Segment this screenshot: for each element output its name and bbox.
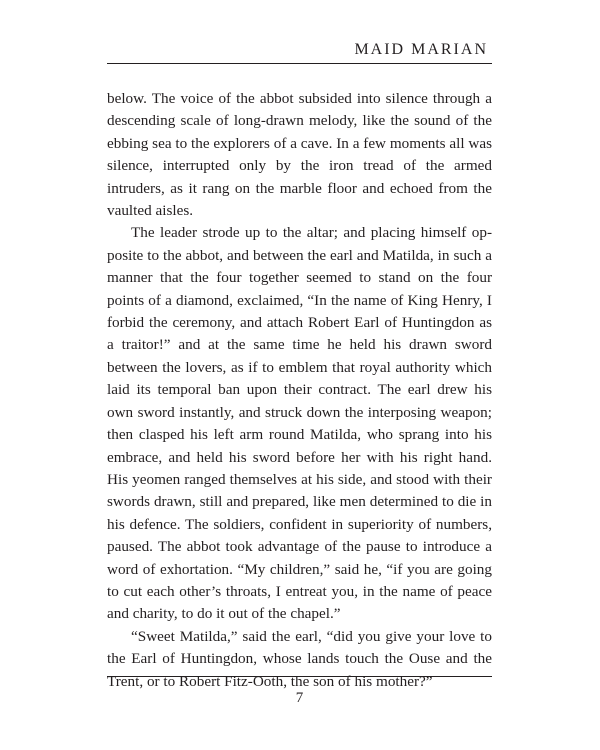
page-number: 7 [295, 690, 304, 706]
paragraph-1: below. The voice of the abbot subsided into silence through a descending scale of long-drawn melody, like the sound of the ebbing sea to the explorers of a cave. In a few moments all was silence, interrupted only by the iron tread of the armed intruders, as it rang on the marble floor and echoed from the vaulted aisles. [107, 90, 492, 220]
footer-divider [107, 676, 492, 677]
paragraph-3: “Sweet Matilda,” said the earl, “did you give your love to the Earl of Huntingdon, whose lands touch the Ouse and the Trent, or to Robert Fitz-Ooth, the son of his mother?” [107, 627, 492, 690]
paragraph-2: The leader strode up to the altar; and placing himself opposite to the abbot, and between the earl and Matilda, in such a manner that the four together seemed to stand on the four points of a diamond, exclaimed, “In the name of King Henry, I forbid the ceremony, and attach Robert Earl of Huntingdon as a traitor!” and at the same time he held his drawn sword between the lovers, as if to emblem that royal authority which laid its temporal ban upon their contract. The earl drew his own sword instantly, and struck down the interposing weapon; then clasped his left arm round Matilda, who sprang into his embrace, and held his sword before her with his right hand. His yeomen ranged themselves at his side, and stood with their swords drawn, still and prepared, like men determined to die in his defence. The soldiers, confident in superiority of numbers, paused. The abbot took advantage of the pause to introduce a word of exhortation. “My children,” said he, “if you are going to cut each other’s throats, I entreat you, in the name of peace and charity, to do it out of the chapel.” [107, 224, 492, 623]
page-body [107, 88, 492, 693]
header-divider [107, 63, 492, 64]
running-header-title: MAID MARIAN [354, 41, 488, 58]
